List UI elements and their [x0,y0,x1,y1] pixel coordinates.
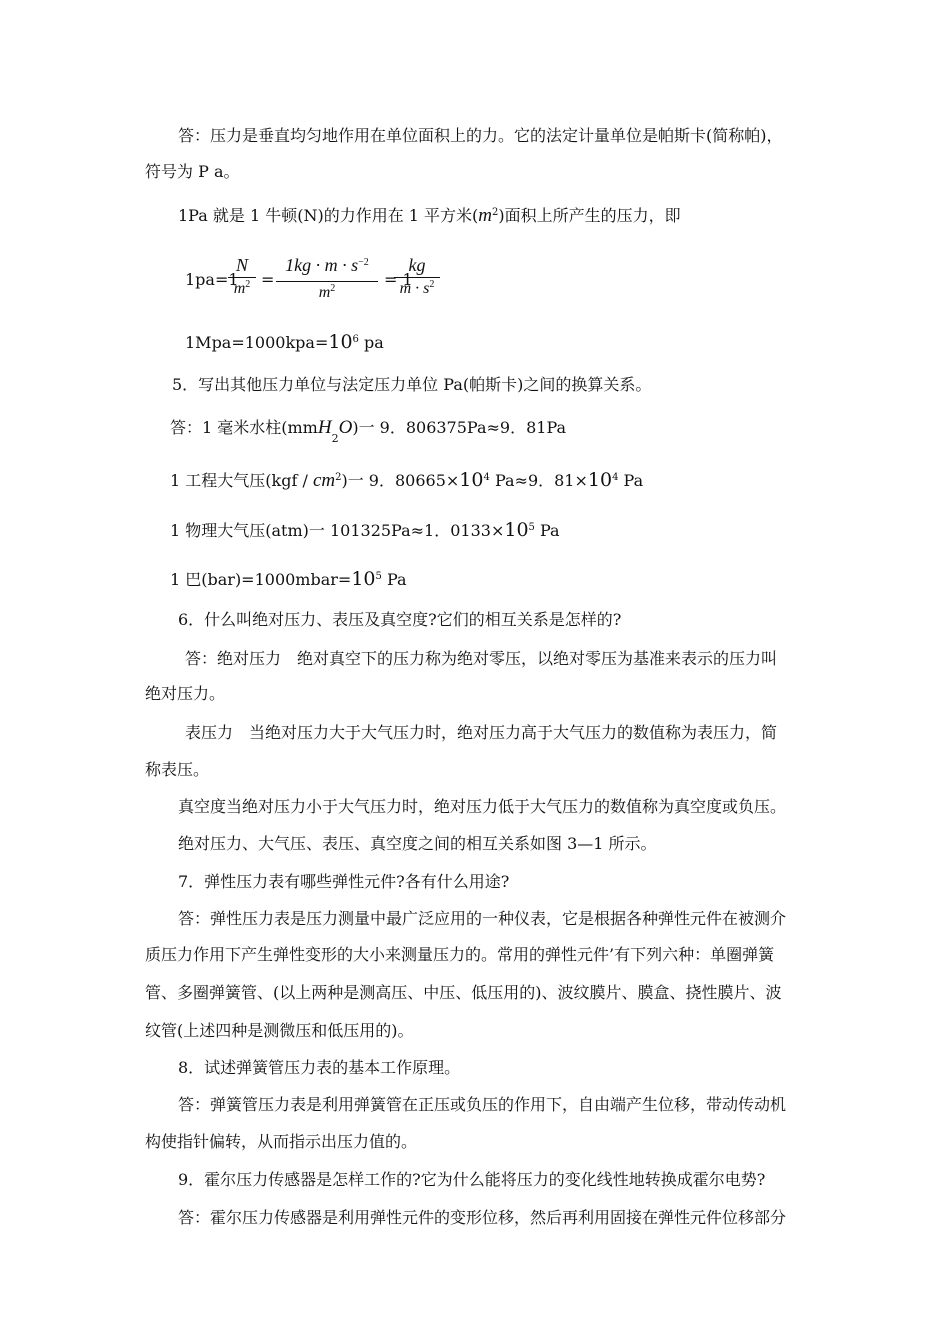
fraction-kg-m-s-over-m2 [276,254,378,305]
mpa-exp: 6 [352,334,359,345]
answer-7-line-2: 质压力作用下产生弹性变形的大小来测量压力的。常用的弹性元件’有下列六种：单圈弹簧 [145,945,775,964]
fraction-2-bar [276,281,378,282]
answer-6-line-1: 答：绝对压力 绝对真空下的压力称为绝对零压，以绝对零压为基准来表示的压力叫 [185,649,778,668]
kgf-base-2: 10 [587,469,613,491]
fraction-2-denominator: m [318,284,331,301]
fraction-2-num-exp: −2 [358,257,369,268]
answer-9-line-1: 答：霍尔压力传感器是利用弹性元件的变形位移，然后再利用固接在弹性元件位移部分 [178,1208,787,1227]
answer-8-line-1: 答：弹簧管压力表是利用弹簧管在正压或负压的作用下，自由端产生位移，带动传动机 [178,1095,787,1114]
pa-definition-prefix: 1Pa 就是 1 牛顿(N)的力作用在 1 平方米( [178,206,479,225]
mpa-base: 10 [328,331,353,353]
kgf-suffix: Pa [618,471,644,490]
question-8: 8．试述弹簧管压力表的基本工作原理。 [178,1058,461,1077]
bar-exp: 5 [375,571,382,582]
answer-7-line-1: 答：弹性压力表是压力测量中最广泛应用的一种仪表，它是根据各种弹性元件在被测介 [178,909,787,928]
pa-definition [178,206,681,229]
atm-prefix: 1 物理大气压(atm)一 101325Pa≈1．0133× [170,521,505,540]
kgf-exp-1: 4 [483,472,490,483]
fraction-1-bar [228,277,256,278]
answer-4-line-1: 答：压力是垂直均匀地作用在单位面积上的力。它的法定计量单位是帕斯卡(简称帕)， [178,126,783,145]
answer-4-line-2: 符号为 P a。 [145,162,240,181]
bar-base: 10 [351,568,376,590]
atm-exp: 5 [528,522,535,533]
question-9: 9．霍尔压力传感器是怎样工作的?它为什么能将压力的变化线性地转换成霍尔电势? [178,1170,766,1189]
formula-lhs: 1pa=1 [185,270,239,289]
question-5: 5．写出其他压力单位与法定压力单位 Pa(帕斯卡)之间的换算关系。 [172,375,652,394]
fraction-3-denominator: m · s [399,280,430,297]
atm-base: 10 [504,519,529,541]
chem-h: H [317,417,332,438]
answer-7-line-4: 纹管(上述四种是测微压和低压用的)。 [145,1021,414,1040]
fraction-kg-over-ms2 [394,254,440,301]
question-6: 6．什么叫绝对压力、表压及真空度?它们的相互关系是怎样的? [178,610,622,629]
mpa-prefix: 1Mpa=1000kpa= [185,333,329,352]
fraction-1-numerator: N [235,255,248,275]
answer-8-line-2: 构使指针偏转，从而指示出压力值的。 [145,1132,418,1151]
formula-equals-2: = 1 [384,270,413,289]
fraction-3-numerator: kg [408,255,426,275]
kgf-mid-2: Pa≈9．81× [489,471,588,490]
answer-6-line-4: 称表压。 [145,760,210,779]
answer-6-line-3: 表压力 当绝对压力大于大气压力时，绝对压力高于大气压力的数值称为表压力，简 [185,723,778,742]
fraction-2-den-exp: 2 [330,283,336,294]
answer-6-line-5: 真空度当绝对压力小于大气压力时，绝对压力低于大气压力的数值称为真空度或负压。 [178,797,787,816]
mmh2o-suffix: )一 9．806375Pa≈9．81Pa [352,418,567,437]
unit-m: m [478,205,493,226]
kgf-mid: )一 9．80665× [341,471,460,490]
answer-5-bar [170,569,407,593]
chem-subscript: 2 [331,432,339,445]
fraction-1-den-exp: 2 [245,279,251,290]
atm-suffix: Pa [534,521,560,540]
answer-7-line-3: 管、多圈弹簧管、(以上两种是测高压、中压、低压用的)、波纹膜片、膜盒、挠性膜片、波 [145,983,782,1002]
formula-equals-1: = [261,270,275,289]
answer-5-atm [170,520,560,544]
kgf-exp-2: 4 [612,472,619,483]
answer-5-kgf [170,470,643,494]
unit-cm: cm [312,470,336,491]
fraction-n-over-m2 [228,254,256,301]
kgf-base-1: 10 [459,469,484,491]
answer-5-mmh2o [170,417,567,445]
kgf-prefix: 1 工程大气压(kgf / [170,471,313,490]
mmh2o-prefix: 答：1 毫米水柱(mm [170,418,318,437]
bar-prefix: 1 巴(bar)=1000mbar= [170,570,352,589]
fraction-3-bar [394,277,440,278]
answer-6-line-2: 绝对压力。 [145,684,226,703]
unit-m-exp: 2 [492,207,499,218]
mpa-suffix: pa [358,333,384,352]
unit-cm-exp: 2 [335,472,342,483]
bar-suffix: Pa [381,570,407,589]
chem-o: O [338,417,353,438]
fraction-3-den-exp: 2 [429,279,435,290]
fraction-1-denominator: m [233,280,246,297]
fraction-2-numerator: 1kg · m · s [285,255,359,275]
pa-definition-suffix: )面积上所产生的压力，即 [498,206,681,225]
question-7: 7．弹性压力表有哪些弹性元件?各有什么用途? [178,872,510,891]
answer-6-line-6: 绝对压力、大气压、表压、真空度之间的相互关系如图 3—1 所示。 [178,834,657,853]
mpa-conversion [185,332,384,356]
